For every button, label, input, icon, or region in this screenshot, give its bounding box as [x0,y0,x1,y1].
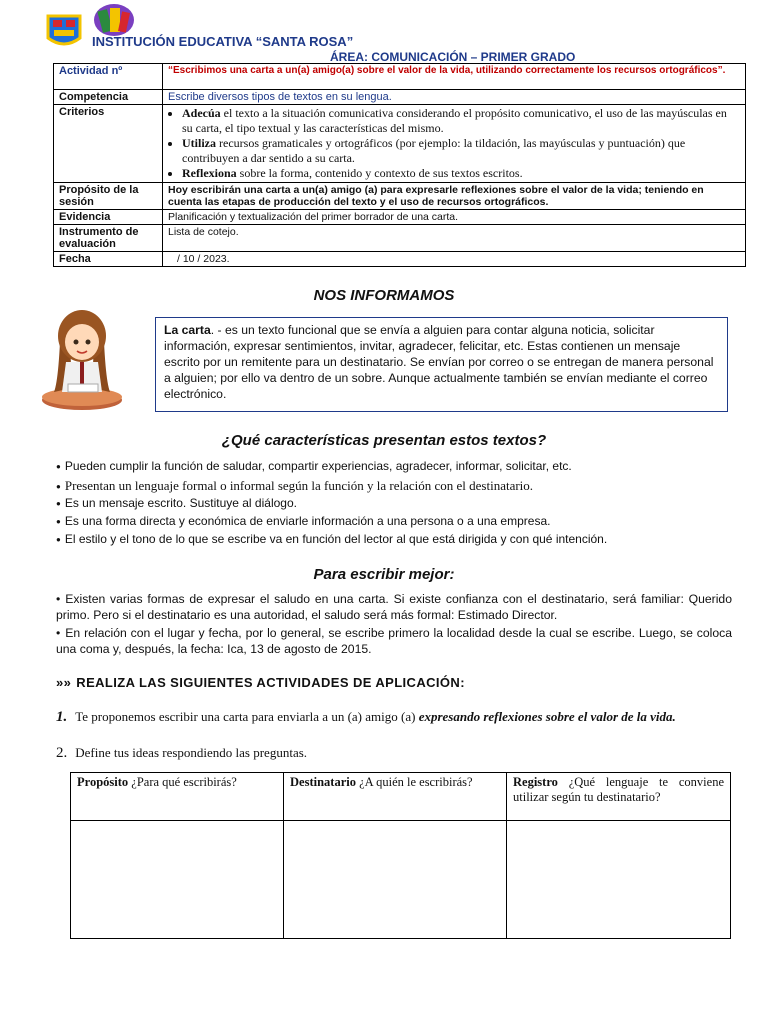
tip-paragraph-1: • Existen varias formas de expresar el saludo en una carta. Si existe confianza con el destinatario, será familiar: Querido primo. Pero si el destinatario es una autoridad, el saludo será más formal: Estimado Director. [56,591,732,623]
criterios-list [168,106,740,181]
proposito-answer-cell[interactable] [71,821,284,939]
fecha-value: / 10 / 2023. [163,252,746,267]
tip-paragraph-2: • En relación con el lugar y fecha, por lo general, se escribe primero la localidad desde la cual se escribe. Luego, se coloca una coma y, después, la fecha: Ica, 13 de agosto de 2015. [56,625,732,657]
proposito-label: Propósito de la sesión [54,183,163,210]
carta-definition-box [155,317,728,412]
proposito-value: Hoy escribirán una carta a un(a) amigo (a) para expresarle reflexiones sobre el valor de la vida; teniendo en cuenta las etapas de producción del texto y el uso de recursos ortográficos. [163,183,746,210]
competencia-label: Competencia [54,90,163,105]
registro-header: Registro ¿Qué lenguaje te conviene utilizar según tu destinatario? [507,773,731,821]
list-item: ● Presentan un lenguaje formal o informal según la función y la relación con el destinatario. [56,478,533,494]
criterio-item: • Reflexiona sobre la forma, contenido y contexto de sus textos escritos. [182,166,740,181]
carta-definition: . - es un texto funcional que se envía a alguien para contar alguna noticia, solicitar información, expresar sentimientos, invitar, agradecer, felicitar, etc. Estas contienen un mensaje escrito por un remitente para un destinatario. Se envían por correo o se entregan de manera personal a alguien; por ello va dentro de un sobre. Aunque actualmente también se envían mediante el correo electrónico. [164,323,714,401]
section-title-escribir-mejor: Para escribir mejor: [313,566,455,583]
school-crest-logo [46,14,82,50]
section-title-caracteristicas: ¿Qué características presentan estos textos? [221,432,547,449]
activities-heading: »» REALIZA LAS SIGUIENTES ACTIVIDADES DE APLICACIÓN: [56,675,465,690]
fecha-label: Fecha [54,252,163,267]
instrumento-label: Instrumento de evaluación [54,225,163,252]
area-title: ÁREA: COMUNICACIÓN – PRIMER GRADO [330,50,576,64]
criterios-cell [163,105,746,183]
registro-answer-cell[interactable] [507,821,731,939]
criterio-item: • Utiliza recursos gramaticales y ortográficos (por ejemplo: la tildación, las mayúsculas y puntuación) que contribuyen a dar sentido a su carta. [182,136,740,166]
destinatario-answer-cell[interactable] [284,821,507,939]
institution-name: INSTITUCIÓN EDUCATIVA “SANTA ROSA” [92,34,354,49]
section-title-nos-informamos: NOS INFORMAMOS [313,287,455,304]
list-item: ● Es un mensaje escrito. Sustituye al diálogo. [56,496,297,510]
proposito-header: Propósito ¿Para qué escribirás? [71,773,284,821]
girl-writing-illustration [40,302,124,412]
planning-table [70,772,731,939]
list-item: ● Es una forma directa y económica de enviarle información a una persona o a una empresa. [56,514,550,528]
list-item: ● El estilo y el tono de lo que se escribe va en función del lector al que está dirigida y con qué intención. [56,532,607,546]
criterio-item: • Adecúa el texto a la situación comunicativa considerando el propósito comunicativo, el uso de las mayúsculas en su carta, el tipo textual y las características del mismo. [182,106,740,136]
list-item: ● Pueden cumplir la función de saludar, compartir experiencias, agradecer, informar, solicitar, etc. [56,459,572,473]
destinatario-header: Destinatario ¿A quién le escribirás? [284,773,507,821]
double-chevron-icon: » [63,675,72,690]
actividad-value: “Escribimos una carta a un(a) amigo(a) sobre el valor de la vida, utilizando correctamente los recursos ortográficos”. [163,64,746,90]
activity-item-1: 1. Te proponemos escribir una carta para enviarla a un (a) amigo (a) expresando reflexiones sobre el valor de la vida. [56,709,676,725]
evidencia-value: Planificación y textualización del primer borrador de una carta. [163,210,746,225]
session-info-table [53,63,746,267]
books-logo [92,2,136,38]
instrumento-value: Lista de cotejo. [163,225,746,252]
carta-term: La carta [164,323,211,337]
competencia-value: Escribe diversos tipos de textos en su lengua. [163,90,746,105]
evidencia-label: Evidencia [54,210,163,225]
criterios-label: Criterios [54,105,163,183]
double-chevron-icon: » [56,675,64,690]
actividad-label: Actividad nº [54,64,163,90]
activity-item-2: 2. Define tus ideas respondiendo las preguntas. [56,745,308,761]
